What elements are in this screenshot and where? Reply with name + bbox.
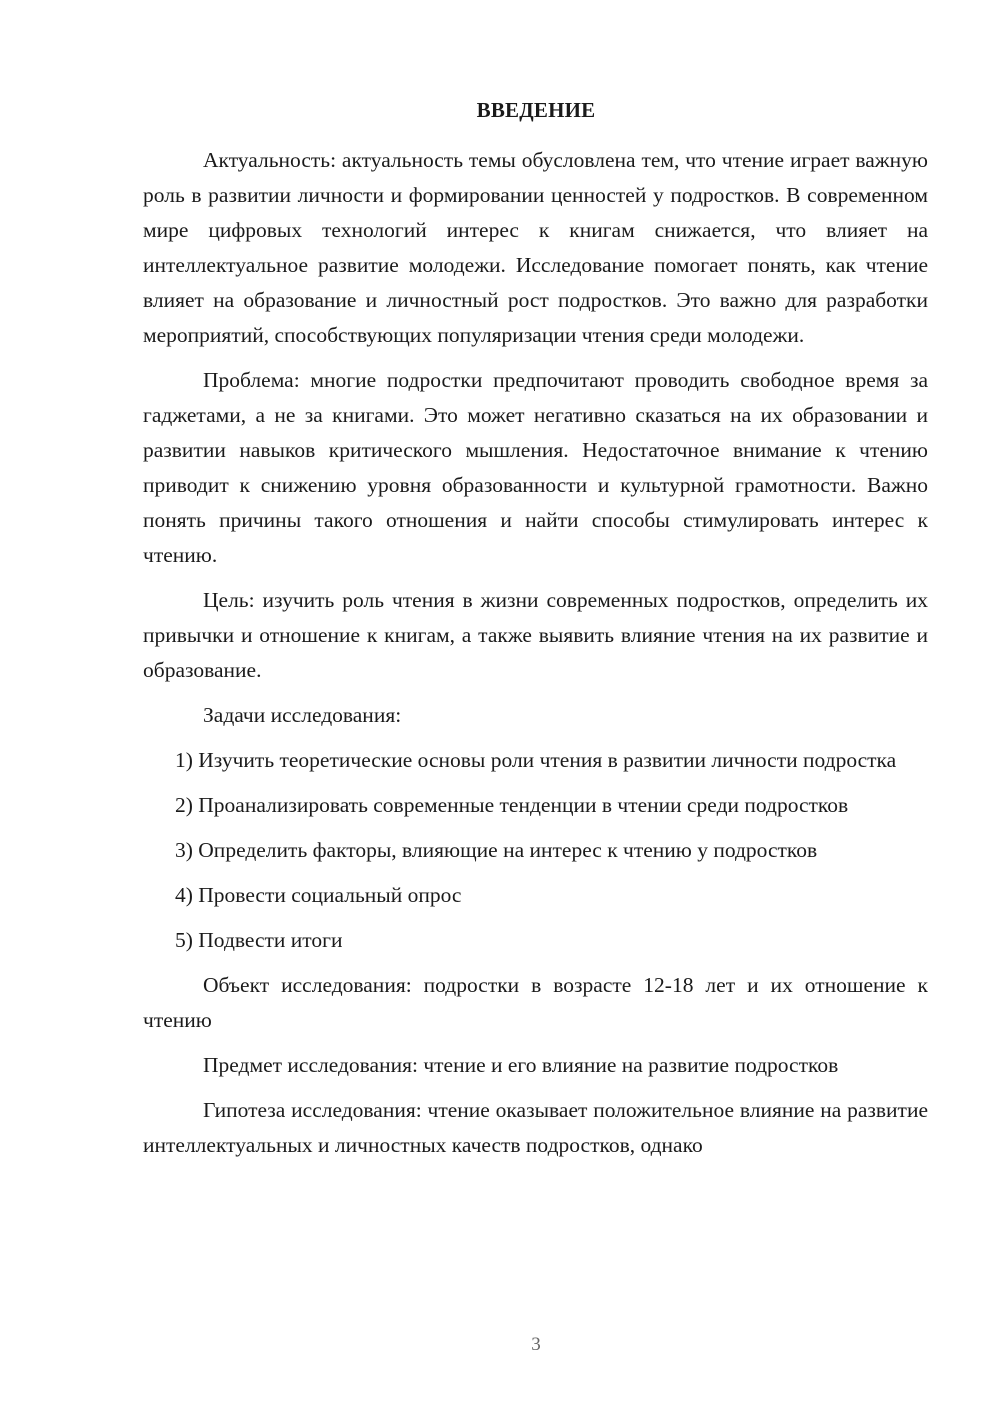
problem-paragraph: Проблема: многие подростки предпочитают проводить свободное время за гаджетами, а не за книгами. Это может негативно сказаться на их образовании и развитии навыков критического мышления. Недостаточное внимание к чтению приводит к снижению уровня образованности и культурной грамотности. Важно понять причины такого отношения и найти способы стимулировать интерес к чтению. — [143, 368, 928, 567]
tasks-heading: Задачи исследования: — [203, 703, 402, 727]
task-item: 5) Подвести итоги — [175, 928, 343, 952]
task-item: 4) Провести социальный опрос — [175, 883, 462, 907]
task-item: 3) Определить факторы, влияющие на интерес к чтению у подростков — [175, 838, 818, 862]
subject-paragraph: Предмет исследования: чтение и его влияние на развитие подростков — [203, 1053, 839, 1077]
hypothesis-paragraph: Гипотеза исследования: чтение оказывает положительное влияние на развитие интеллектуальных и личностных качеств подростков, однако — [143, 1098, 928, 1157]
relevance-paragraph: Актуальность: актуальность темы обусловлена тем, что чтение играет важную роль в развитии личности и формировании ценностей у подростков. В современном мире цифровых технологий интерес к книгам снижается, что влияет на интеллектуальное развитие молодежи. Исследование помогает понять, как чтение влияет на образование и личностный рост подростков. Это важно для разработки мероприятий, способствующих популяризации чтения среди молодежи. — [143, 148, 928, 347]
object-paragraph: Объект исследования: подростки в возрасте 12-18 лет и их отношение к чтению — [143, 973, 928, 1032]
page-number: 3 — [531, 1334, 541, 1355]
document-body — [143, 143, 928, 1173]
goal-paragraph: Цель: изучить роль чтения в жизни современных подростков, определить их привычки и отношение к книгам, а также выявить влияние чтения на их развитие и образование. — [143, 588, 928, 682]
task-item: 2) Проанализировать современные тенденции в чтении среди подростков — [175, 793, 849, 817]
task-item: 1) Изучить теоретические основы роли чтения в развитии личности подростка — [175, 748, 897, 772]
page-title: ВВЕДЕНИЕ — [476, 98, 596, 122]
